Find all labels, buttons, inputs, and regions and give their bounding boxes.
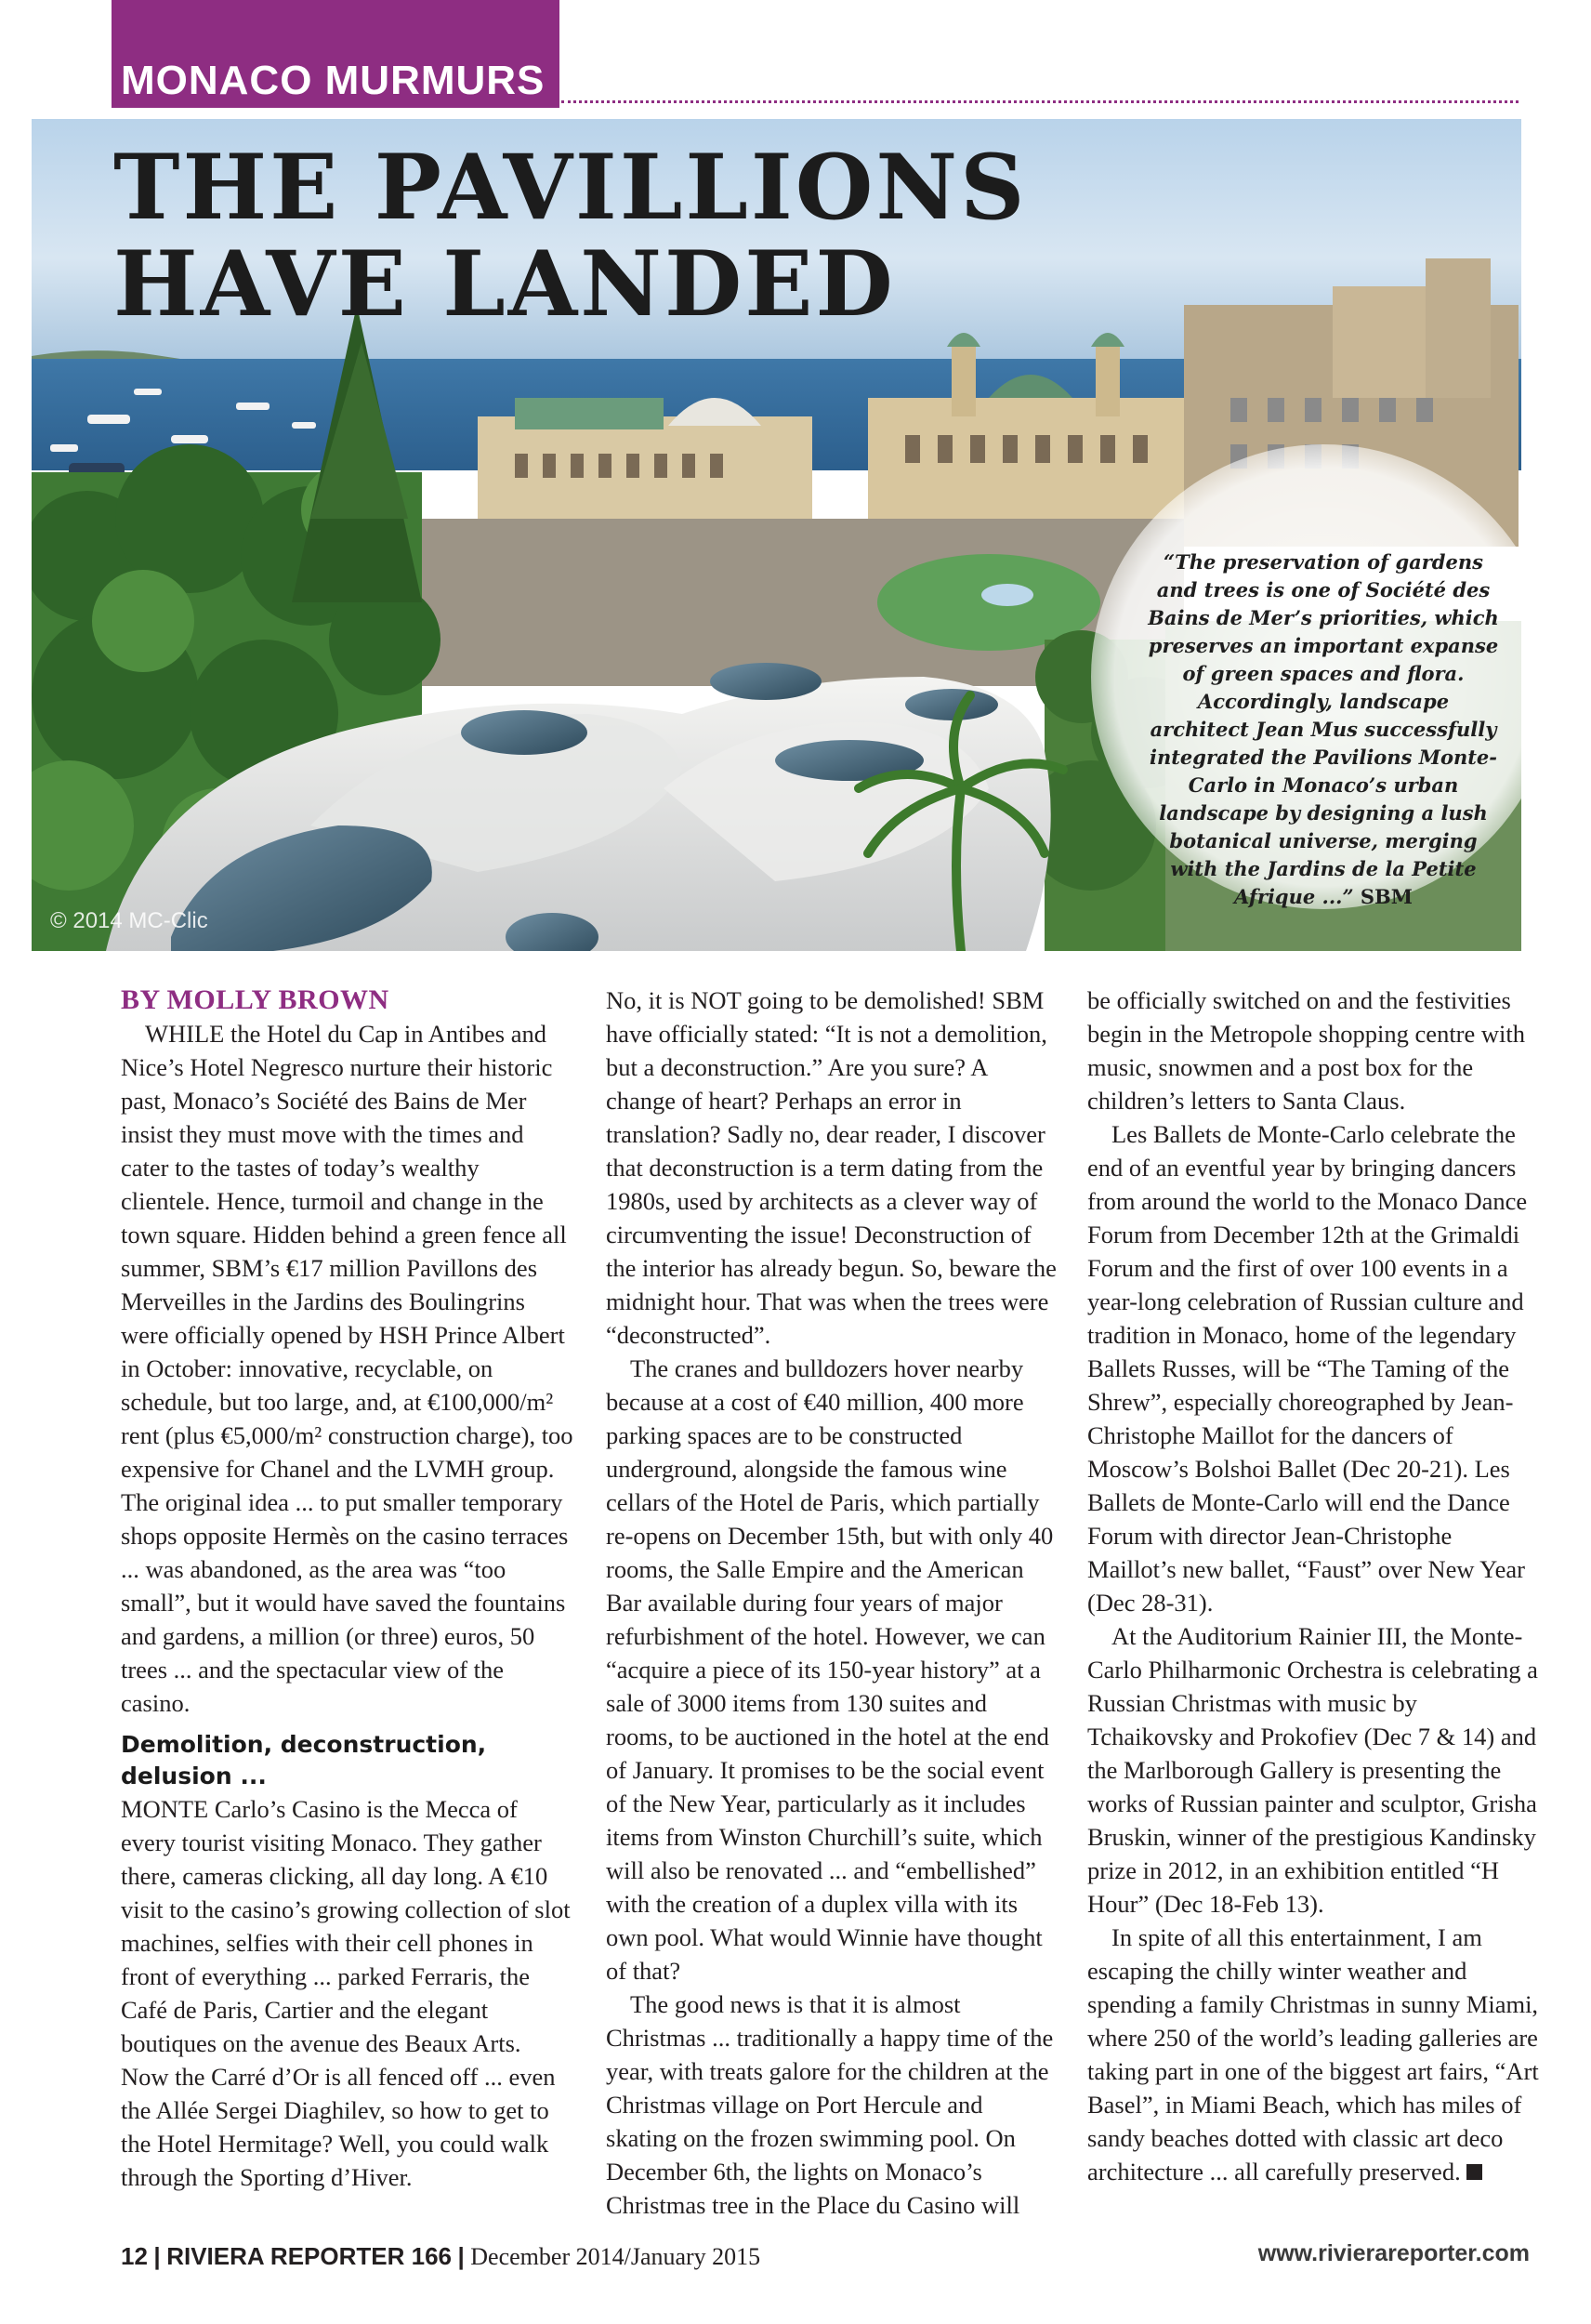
end-mark-icon bbox=[1466, 2164, 1482, 2180]
paragraph: The cranes and bulldozers hover nearby because at a cost of €40 million, 400 more parking spaces are to be constructed underground, alongside the famous wine cellars of the Hotel de Paris, which partially re-opens on December 15th, but with only 40 rooms, the Salle Empire and the American Bar available during four years of major refurbishment of the hotel. However, we can “acquire a piece of its 150-year history” at a sale of 3000 items from 130 suites and rooms, to be auctioned in the hotel at the end of January. It promises to be the social event of the New Year, particularly as it includes items from Winston Churchill’s suite, which will also be renovated ... and “embellished” with the creation of a duplex villa with its own pool. What would Winnie have thought of that? bbox=[606, 1354, 1054, 1985]
paragraph: be officially switched on and the festivities begin in the Metropole shopping centre with music, snowmen and a post box for the children’s letters to Santa Claus. bbox=[1087, 986, 1526, 1115]
photo-credit: © 2014 MC-Clic bbox=[50, 908, 208, 933]
pull-quote-text: “The preservation of gardens and trees is one of Société des Bains de Mer’s priorities, which preserves an important expanse of green spaces and flora. Accordingly, landscape architect Jean Mus successfully integrated the Pavilions Monte-Carlo in Monaco’s urban landscape by designing a lush botanical universe, merging with the Jardins de la Petite Afrique ...” bbox=[1148, 550, 1499, 908]
page-number: 12 bbox=[121, 2242, 148, 2270]
paragraph-text: In spite of all this entertainment, I am escaping the chilly winter weather and spending a family Christmas in sunny Miami, where 250 of the world’s leading galleries are taking part in one of the biggest art fairs, “Art Basel”, in Miami Beach, which has miles of sandy beaches dotted with classic art deco architecture ... all carefully preserved. bbox=[1087, 1923, 1539, 2185]
website-url: www.rivierareporter.com bbox=[1257, 2240, 1530, 2266]
dotted-rule bbox=[561, 100, 1519, 103]
headline: THE PAVILLIONS HAVE LANDED bbox=[113, 135, 1028, 337]
byline: BY MOLLY BROWN bbox=[121, 984, 389, 1015]
publication-name: RIVIERA REPORTER 166 bbox=[166, 2242, 452, 2270]
footer-separator: | bbox=[457, 2242, 465, 2270]
pull-quote bbox=[1147, 548, 1500, 911]
section-tab bbox=[112, 0, 559, 108]
article-column-2 bbox=[606, 984, 1059, 2222]
subheading: Demolition, deconstruction, delusion ... bbox=[121, 1731, 487, 1789]
paragraph: MONTE Carlo’s Casino is the Mecca of every tourist visiting Monaco. They gather there, cameras clicking, all day long. A €10 visit to the casino’s growing collection of slot machines, selfies with their cell phones in front of everything ... parked Ferraris, the Café de Paris, Cartier and the elegant boutiques on the avenue des Beaux Arts. Now the Carré d’Or is all fenced off ... even the Allée Sergei Diaghilev, so how to get to the Hotel Hermitage? Well, you could walk through the Sporting d’Hiver. bbox=[121, 1795, 571, 2191]
hero-photo bbox=[32, 119, 1521, 951]
paragraph: The good news is that it is almost Christmas ... traditionally a happy time of the year, with treats galore for the children at the Christmas village on Port Hercule and skating on the frozen swimming pool. On December 6th, the lights on Monaco’s Christmas tree in the Place du Casino will bbox=[606, 1990, 1054, 2219]
article-column-3 bbox=[1087, 984, 1541, 2188]
paragraph: No, it is NOT going to be demolished! SBM have officially stated: “It is not a demolition, but a deconstruction.” Are you sure? A change of heart? Perhaps an error in translation? Sadly no, dear reader, I discover that deconstruction is a term dating from the 1980s, used by architects as a clever way of circumventing the issue! Deconstruction of the interior has already begun. So, beware the midnight hour. That was when the trees were “deconstructed”. bbox=[606, 986, 1057, 1349]
paragraph-last bbox=[1087, 1921, 1541, 2188]
footer-separator: | bbox=[153, 2242, 161, 2270]
paragraph: At the Auditorium Rainier III, the Monte-Carlo Philharmonic Orchestra is celebrating a Russian Christmas with music by Tchaikovsky and Prokofiev (Dec 7 & 14) and the Marlborough Gallery is presenting the works of Russian painter and sculptor, Grisha Bruskin, winner of the prestigious Kandinsky prize in 2012, in an exhibition entitled “H Hour” (Dec 18-Feb 13). bbox=[1087, 1622, 1538, 1918]
section-label: MONACO MURMURS bbox=[121, 58, 546, 103]
paragraph: WHILE the Hotel du Cap in Antibes and Nice’s Hotel Negresco nurture their historic past, Monaco’s Société des Bains de Mer insist they must move with the times and cater to the tastes of today’s wealthy clientele. Hence, turmoil and change in the town square. Hidden behind a green fence all summer, SBM’s €17 million Pavillons des Merveilles in the Jardins des Boulingrins were officially opened by HSH Prince Albert in October: innovative, recyclable, on schedule, but too large, and, at €100,000/m² rent (plus €5,000/m² construction charge), too expensive for Chanel and the LVMH group. The original idea ... to put smaller temporary shops opposite Hermès on the casino terraces ... was abandoned, as the area was “too small”, but it would have saved the fountains and gardens, a million (or three) euros, 50 trees ... and the spectacular view of the casino. bbox=[121, 1020, 573, 1717]
paragraph: Les Ballets de Monte-Carlo celebrate the end of an eventful year by bringing dancers from around the world to the Monaco Dance Forum from December 12th at the Grimaldi Forum and the first of over 100 events in a year-long celebration of Russian culture and tradition in Monaco, home of the legendary Ballets Russes, will be “The Taming of the Shrew”, especially choreographed by Jean-Christophe Maillot for the dancers of Moscow’s Bolshoi Ballet (Dec 20-21). Les Ballets de Monte-Carlo will end the Dance Forum with director Jean-Christophe Maillot’s new ballet, “Faust” over New Year (Dec 28-31). bbox=[1087, 1120, 1528, 1617]
footer bbox=[121, 2242, 760, 2271]
article-column-1 bbox=[121, 984, 574, 2194]
pull-quote-source: SBM bbox=[1360, 885, 1413, 908]
issue-date: December 2014/January 2015 bbox=[470, 2243, 761, 2270]
